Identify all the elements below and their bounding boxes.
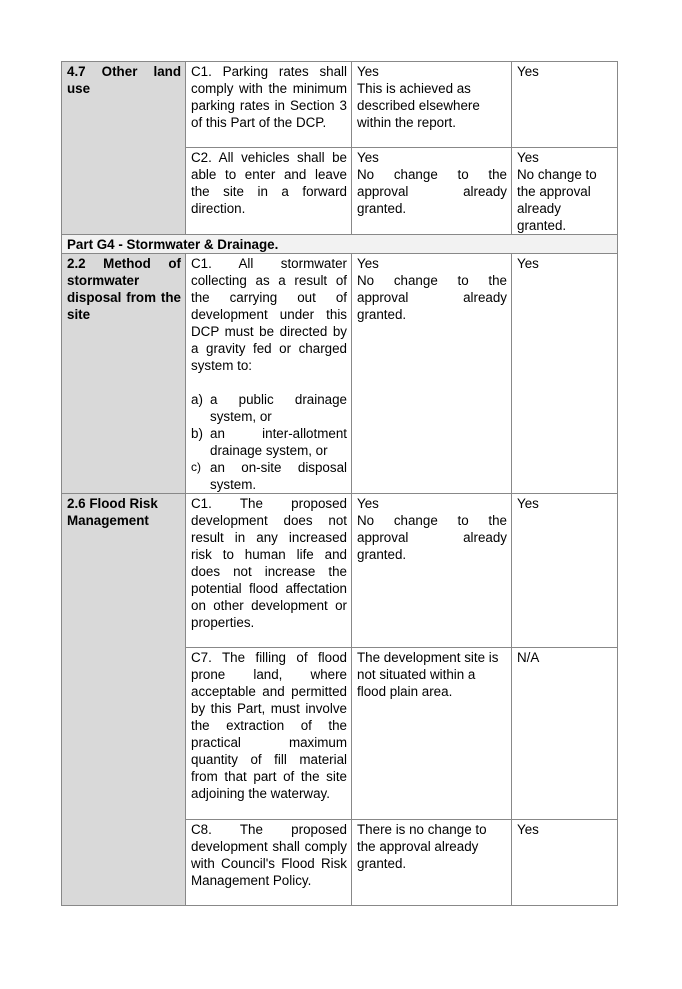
status-text: Yes <box>357 64 379 79</box>
spacer <box>191 374 347 391</box>
compliance-cell: Yes <box>512 820 618 906</box>
list-item <box>191 459 347 493</box>
section-row <box>62 235 618 254</box>
compliance-cell: Yes <box>512 494 618 648</box>
control-c8-policy: C8. The proposed development shall comply with Council's Flood Risk Management Policy. <box>186 820 352 906</box>
comment-text: This is achieved as described elsewhere within the report. <box>357 81 480 130</box>
status-text: Yes <box>357 496 379 511</box>
table-row <box>62 62 618 148</box>
comment-text: No change to the approval already granted. <box>357 273 507 322</box>
compliance-note: No change to the approval already granted. <box>517 167 597 233</box>
list-text: an inter-allotment drainage system, or <box>210 426 347 458</box>
control-c1-stormwater <box>186 254 352 494</box>
comment-cell <box>352 148 512 235</box>
list-text: a public drainage system, or <box>210 392 347 424</box>
comment-text: No change to the approval already granted. <box>357 513 507 562</box>
status-text: Yes <box>357 256 379 271</box>
comment-cell <box>352 494 512 648</box>
table-row <box>62 254 618 494</box>
comment-cell <box>352 254 512 494</box>
list-marker: c) <box>191 460 201 474</box>
comment-cell <box>352 62 512 148</box>
list-marker: a) <box>191 392 203 407</box>
row-label-flood-risk: 2.6 Flood Risk Management <box>62 494 186 906</box>
list-text: an on-site disposal system. <box>210 460 347 492</box>
status-text: Yes <box>357 150 379 165</box>
comment-cell: There is no change to the approval already granted. <box>352 820 512 906</box>
control-text: C1. All stormwater collecting as a result of the carrying out of development under this DCP must be directed by a gravity fed or charged system to: <box>191 256 347 373</box>
section-title: Part G4 - Stormwater & Drainage. <box>62 235 618 254</box>
compliance-cell: N/A <box>512 648 618 820</box>
row-label-other-land-use: 4.7 Other land use <box>62 62 186 235</box>
compliance-cell <box>512 148 618 235</box>
list-item <box>191 425 347 459</box>
comment-text: No change to the approval already granted. <box>357 167 507 216</box>
control-c7-filling: C7. The filling of flood prone land, where acceptable and permitted by this Part, must involve the extraction of the practical maximum quantity of fill material from that part of the site adjoining the waterway. <box>186 648 352 820</box>
list-item <box>191 391 347 425</box>
control-c1-parking: C1. Parking rates shall comply with the minimum parking rates in Section 3 of this Part of the DCP. <box>186 62 352 148</box>
list-marker: b) <box>191 426 203 441</box>
control-c2-vehicles: C2. All vehicles shall be able to enter and leave the site in a forward direction. <box>186 148 352 235</box>
compliance-table <box>61 61 618 906</box>
comment-cell: The development site is not situated within a flood plain area. <box>352 648 512 820</box>
compliance-cell: Yes <box>512 254 618 494</box>
compliance-status: Yes <box>517 150 539 165</box>
row-label-stormwater-disposal: 2.2 Method of stormwater disposal from the site <box>62 254 186 494</box>
compliance-cell: Yes <box>512 62 618 148</box>
control-c1-flood: C1. The proposed development does not result in any increased risk to human life and does not increase the potential flood affectation on other development or properties. <box>186 494 352 648</box>
table-row <box>62 494 618 648</box>
